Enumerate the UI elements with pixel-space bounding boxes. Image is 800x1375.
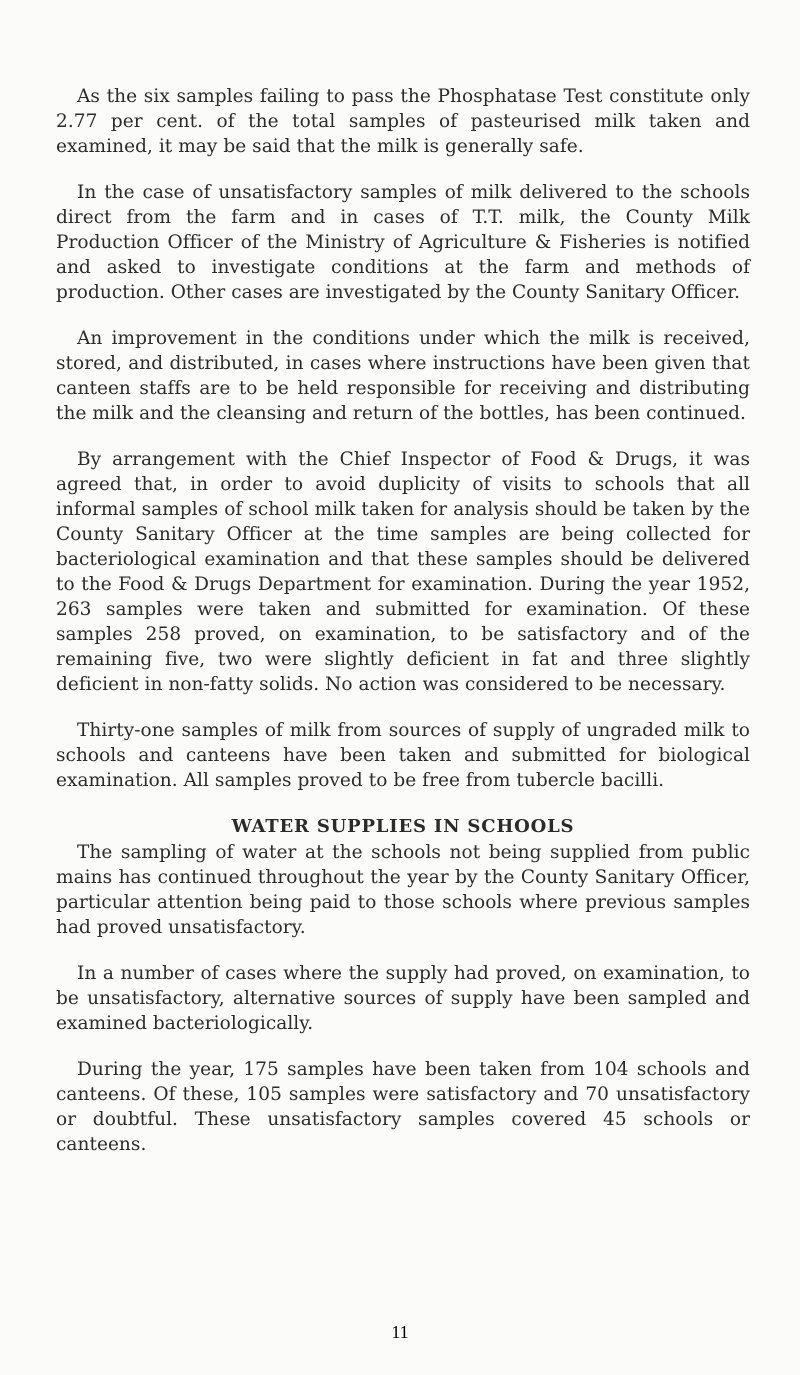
paragraph-improvement: An improvement in the conditions under which the milk is received, stored, and distributed, in cases where instructions have been given that canteen staffs are to be held responsible for receiving and distributing the milk and the cleansing and return of the bottles, has been continued. [56,328,750,424]
paragraph-alternative-sources: In a number of cases where the supply had proved, on examination, to be unsatisfactory, alternative sources of supply have been sampled and examined bacteriologically. [56,963,750,1034]
paragraph-water-sampling: The sampling of water at the schools not being supplied from public mains has continued throughout the year by the County Sanitary Officer, particular attention being paid to those schools where previous samples had proved unsatisfactory. [56,842,750,938]
section-heading: WATER SUPPLIES IN SCHOOLS [231,816,575,837]
paragraph-unsatisfactory-samples: In the case of unsatisfactory samples of milk delivered to the schools direct from the farm and in cases of T.T. milk, the County Milk Production Officer of the Ministry of Agriculture & Fisheries is notified and asked to investigate conditions at the farm and methods of production. Other cases are investigated by the County Sanitary Officer. [56,182,750,303]
paragraph-phosphatase: As the six samples failing to pass the Phosphatase Test constitute only 2.77 per cent. of the total samples of pasteurised milk taken and examined, it may be said that the milk is generally safe. [56,86,750,157]
page-number: 11 [391,1322,409,1342]
paragraph-arrangement: By arrangement with the Chief Inspector of Food & Drugs, it was agreed that, in order to avoid duplicity of visits to schools that all informal samples of school milk taken for analysis should be taken by the County Sanitary Officer at the time samples are being collected for bacteriological examination and that these samples should be delivered to the Food & Drugs Department for examination. During the year 1952, 263 samples were taken and submitted for examination. Of these samples 258 proved, on examination, to be satisfactory and of the remaining five, two were slightly deficient in fat and three slightly deficient in non-fatty solids. No action was considered to be necessary. [56,449,750,695]
paragraph-samples-count: During the year, 175 samples have been taken from 104 schools and canteens. Of these, 105 samples were satisfactory and 70 unsatisfactory or doubtful. These unsatisfactory samples covered 45 schools or canteens. [56,1059,750,1155]
paragraph-ungraded-milk: Thirty-one samples of milk from sources of supply of ungraded milk to schools and canteens have been taken and submitted for biological examination. All samples proved to be free from tubercle bacilli. [56,720,750,791]
